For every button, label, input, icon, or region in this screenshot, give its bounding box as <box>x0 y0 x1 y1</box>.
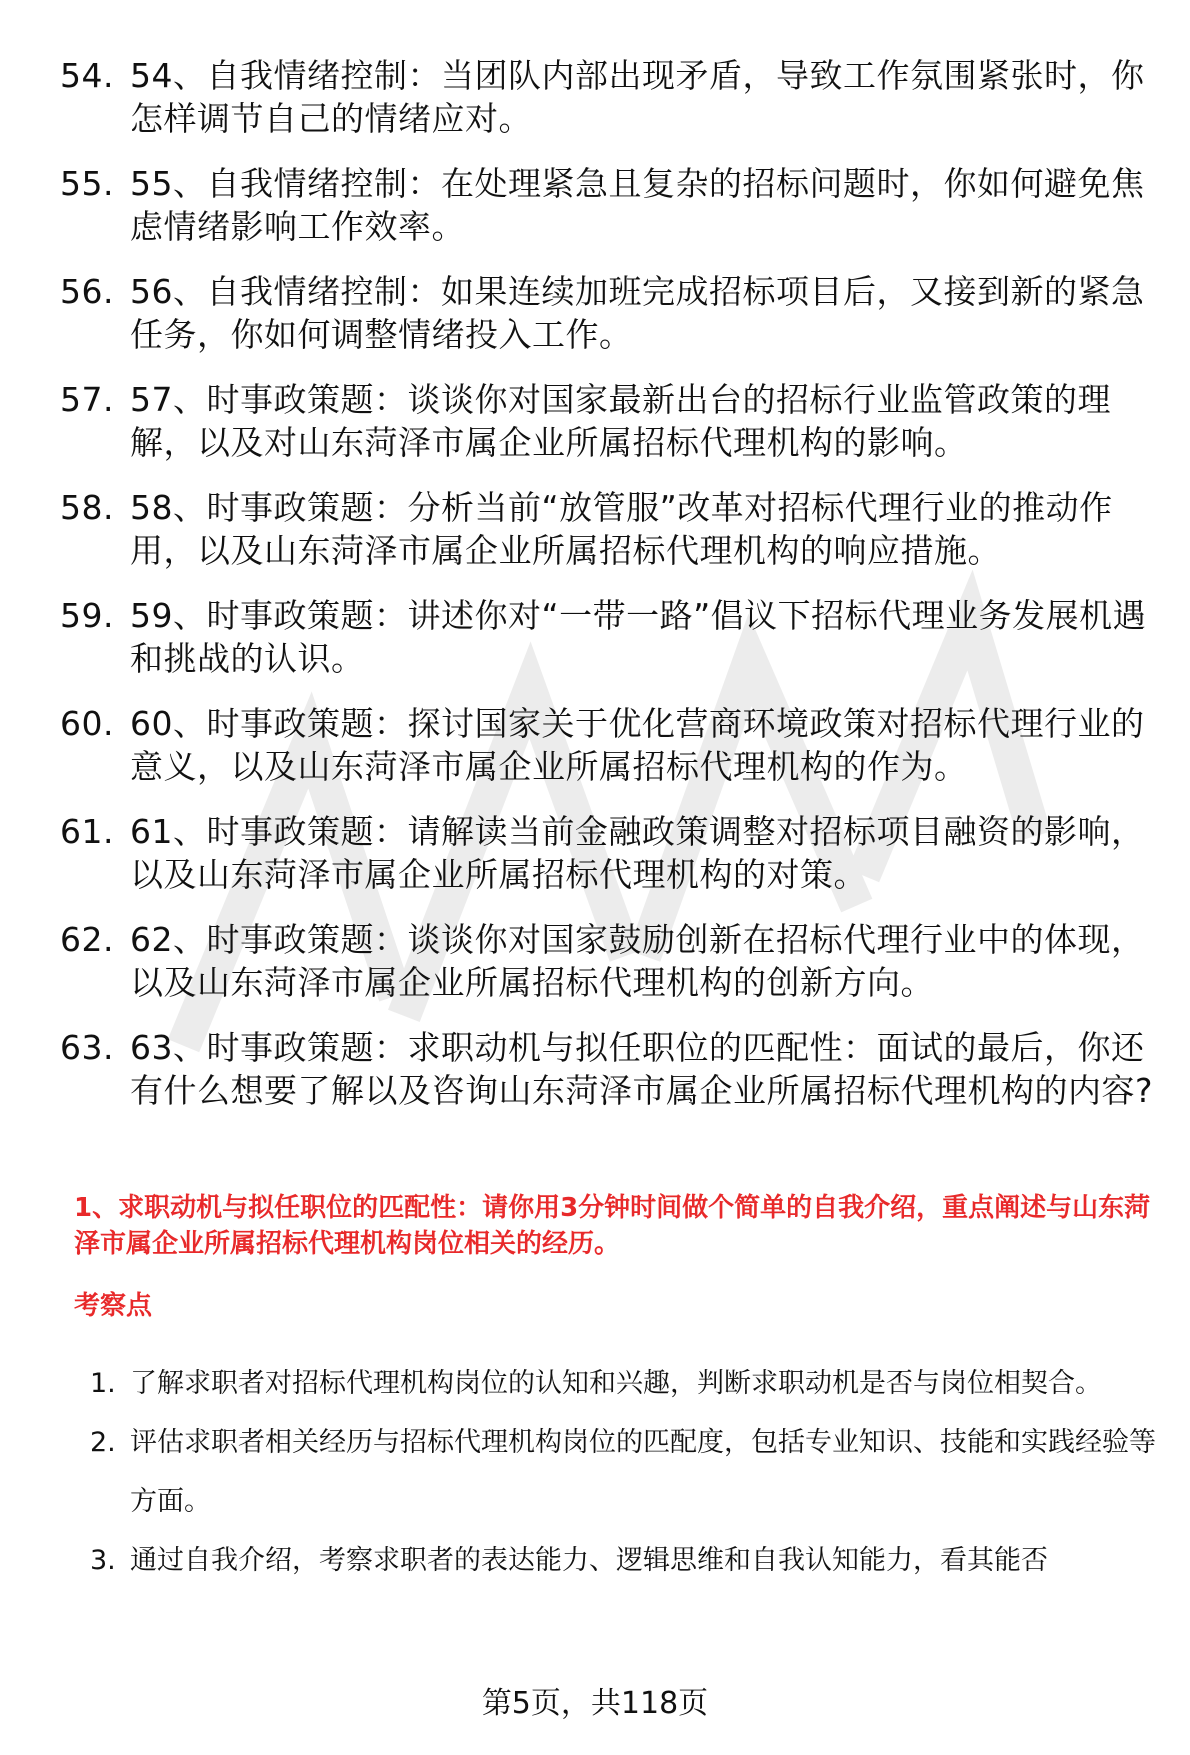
question-number: 57. <box>60 380 114 419</box>
question-text: 63、时事政策题：求职动机与拟任职位的匹配性：面试的最后，你还有什么想要了解以及咨询山东菏泽市属企业所属招标代理机构的内容? <box>130 1028 1154 1110</box>
question-number: 59. <box>60 596 114 635</box>
question-item <box>60 810 1160 896</box>
answer-section <box>74 1190 1164 1590</box>
point-text: 通过自我介绍，考察求职者的表达能力、逻辑思维和自我认知能力，看其能否 <box>130 1545 1048 1576</box>
question-number: 55. <box>60 164 114 203</box>
question-text: 61、时事政策题：请解读当前金融政策调整对招标项目融资的影响，以及山东菏泽市属企业所属招标代理机构的对策。 <box>130 812 1145 894</box>
question-number: 62. <box>60 920 114 959</box>
points-list <box>74 1354 1164 1590</box>
points-label: 考察点 <box>74 1291 153 1321</box>
question-text: 59、时事政策题：讲述你对“一带一路”倡议下招标代理业务发展机遇和挑战的认识。 <box>130 596 1147 678</box>
question-item <box>60 594 1160 680</box>
question-number: 56. <box>60 272 114 311</box>
question-item <box>60 378 1160 464</box>
question-text: 54、自我情绪控制：当团队内部出现矛盾，导致工作氛围紧张时，你怎样调节自己的情绪应对。 <box>130 56 1145 138</box>
question-number: 60. <box>60 704 114 743</box>
point-item <box>74 1413 1164 1531</box>
question-item <box>60 1026 1160 1112</box>
point-text: 评估求职者相关经历与招标代理机构岗位的匹配度，包括专业知识、技能和实践经验等方面。 <box>130 1427 1156 1517</box>
question-number: 61. <box>60 812 114 851</box>
point-item <box>74 1354 1164 1413</box>
question-text: 55、自我情绪控制：在处理紧急且复杂的招标问题时，你如何避免焦虑情绪影响工作效率。 <box>130 164 1145 246</box>
point-text: 了解求职者对招标代理机构岗位的认知和兴趣，判断求职动机是否与岗位相契合。 <box>130 1368 1102 1399</box>
question-text: 60、时事政策题：探讨国家关于优化营商环境政策对招标代理行业的意义，以及山东菏泽市属企业所属招标代理机构的作为。 <box>130 704 1145 786</box>
question-list <box>60 54 1160 1134</box>
point-number: 1. <box>90 1368 116 1399</box>
question-item <box>60 702 1160 788</box>
question-text: 62、时事政策题：谈谈你对国家鼓励创新在招标代理行业中的体现，以及山东菏泽市属企业所属招标代理机构的创新方向。 <box>130 920 1145 1002</box>
question-number: 54. <box>60 56 114 95</box>
question-number: 63. <box>60 1028 114 1067</box>
point-item <box>74 1531 1164 1590</box>
question-item <box>60 918 1160 1004</box>
question-number: 58. <box>60 488 114 527</box>
page-footer: 第5页，共118页 <box>481 1686 709 1721</box>
point-number: 3. <box>90 1545 116 1576</box>
question-text: 56、自我情绪控制：如果连续加班完成招标项目后，又接到新的紧急任务，你如何调整情绪投入工作。 <box>130 272 1145 354</box>
question-item <box>60 270 1160 356</box>
point-number: 2. <box>90 1427 116 1458</box>
question-text: 58、时事政策题：分析当前“放管服”改革对招标代理行业的推动作用，以及山东菏泽市属企业所属招标代理机构的响应措施。 <box>130 488 1113 570</box>
question-item <box>60 54 1160 140</box>
section-title: 1、求职动机与拟任职位的匹配性：请你用3分钟时间做个简单的自我介绍，重点阐述与山东菏泽市属企业所属招标代理机构岗位相关的经历。 <box>74 1193 1151 1259</box>
question-text: 57、时事政策题：谈谈你对国家最新出台的招标行业监管政策的理解，以及对山东菏泽市属企业所属招标代理机构的影响。 <box>130 380 1111 462</box>
question-item <box>60 162 1160 248</box>
question-item <box>60 486 1160 572</box>
